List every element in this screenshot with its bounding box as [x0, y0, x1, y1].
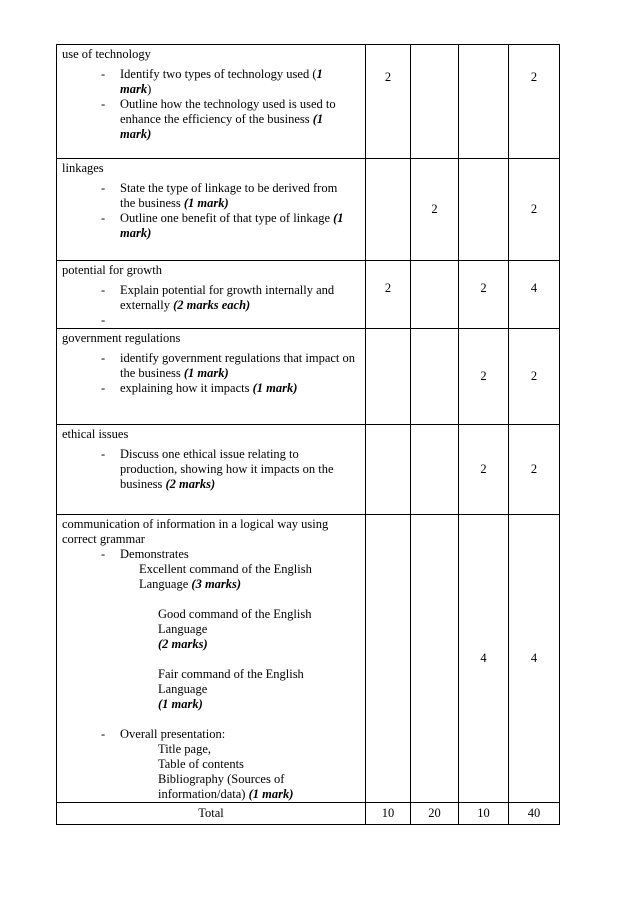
- criterion-list: [62, 447, 361, 492]
- presentation-item: Table of contents: [158, 757, 244, 771]
- list-item: - Outline one benefit of that type of linkage (1 mark): [62, 211, 361, 241]
- level-good: Good command of the English Language: [158, 607, 312, 636]
- criterion-title: use of technology: [62, 47, 151, 61]
- score-cell: 2: [459, 425, 509, 515]
- score-cell: [411, 45, 459, 159]
- total-score-cell: 20: [411, 803, 459, 825]
- criterion-list: [62, 547, 361, 562]
- list-item: - Demonstrates: [62, 547, 361, 562]
- criterion-list: [62, 181, 361, 241]
- score-cell: 2: [509, 425, 560, 515]
- score-cell: 2: [459, 261, 509, 329]
- score-cell: [459, 45, 509, 159]
- list-item: - explaining how it impacts (1 mark): [62, 381, 361, 396]
- presentation-item: Title page,: [158, 742, 212, 756]
- score-cell: 2: [509, 329, 560, 425]
- list-item: - Explain potential for growth internally and externally (2 marks each): [62, 283, 361, 313]
- criterion-title: communication of information in a logical way using correct grammar: [62, 517, 329, 546]
- total-score-cell: 40: [509, 803, 560, 825]
- level-fair: Fair command of the English Language: [158, 667, 304, 696]
- criterion-title: ethical issues: [62, 427, 129, 441]
- score-cell: [411, 329, 459, 425]
- presentation-list: [62, 727, 361, 742]
- criterion-cell: [57, 329, 366, 425]
- marking-rubric-table: [56, 44, 560, 825]
- total-row: [57, 803, 560, 825]
- score-cell: 4: [509, 261, 560, 329]
- list-item: - Outline how the technology used is used to enhance the efficiency of the business (1 mark): [62, 97, 361, 142]
- list-item: - Overall presentation:: [62, 727, 361, 742]
- criterion-cell: [57, 159, 366, 261]
- total-score-cell: 10: [366, 803, 411, 825]
- criterion-cell: [57, 425, 366, 515]
- score-cell: [366, 329, 411, 425]
- total-score-cell: 10: [459, 803, 509, 825]
- criterion-title: potential for growth: [62, 263, 162, 277]
- level-good-mark: (2 marks): [158, 637, 208, 651]
- score-cell: 2: [411, 159, 459, 261]
- list-item: - Discuss one ethical issue relating to production, showing how it impacts on the business (2 marks): [62, 447, 361, 492]
- list-item-empty: [62, 313, 361, 328]
- score-cell: 4: [459, 515, 509, 803]
- presentation-item: Bibliography (Sources of information/data) (1 mark): [158, 772, 294, 801]
- table-row: [57, 261, 560, 329]
- criterion-list: [62, 351, 361, 396]
- table-row: [57, 45, 560, 159]
- score-cell: 2: [509, 159, 560, 261]
- score-cell: [411, 261, 459, 329]
- score-cell: 2: [459, 329, 509, 425]
- total-label: Total: [57, 803, 366, 825]
- list-item: - identify government regulations that impact on the business (1 mark): [62, 351, 361, 381]
- score-cell: [366, 425, 411, 515]
- table-row: [57, 329, 560, 425]
- score-cell: [366, 159, 411, 261]
- score-cell: 4: [509, 515, 560, 803]
- score-cell: [366, 515, 411, 803]
- score-cell: [411, 515, 459, 803]
- criterion-cell: [57, 45, 366, 159]
- score-cell: [411, 425, 459, 515]
- score-cell: 2: [366, 45, 411, 159]
- list-item: - Identify two types of technology used (1 mark): [62, 67, 361, 97]
- list-item: - State the type of linkage to be derived from the business (1 mark): [62, 181, 361, 211]
- level-excellent: Excellent command of the English Language (3 marks): [139, 562, 312, 591]
- criterion-list: [62, 283, 361, 328]
- score-cell: [459, 159, 509, 261]
- criterion-title: linkages: [62, 161, 104, 175]
- table-row: [57, 425, 560, 515]
- table-row: [57, 515, 560, 803]
- score-cell: 2: [366, 261, 411, 329]
- criterion-cell: [57, 261, 366, 329]
- criterion-cell: [57, 515, 366, 803]
- criterion-title: government regulations: [62, 331, 181, 345]
- table-row: [57, 159, 560, 261]
- score-cell: 2: [509, 45, 560, 159]
- level-fair-mark: (1 mark): [158, 697, 203, 711]
- criterion-list: [62, 67, 361, 142]
